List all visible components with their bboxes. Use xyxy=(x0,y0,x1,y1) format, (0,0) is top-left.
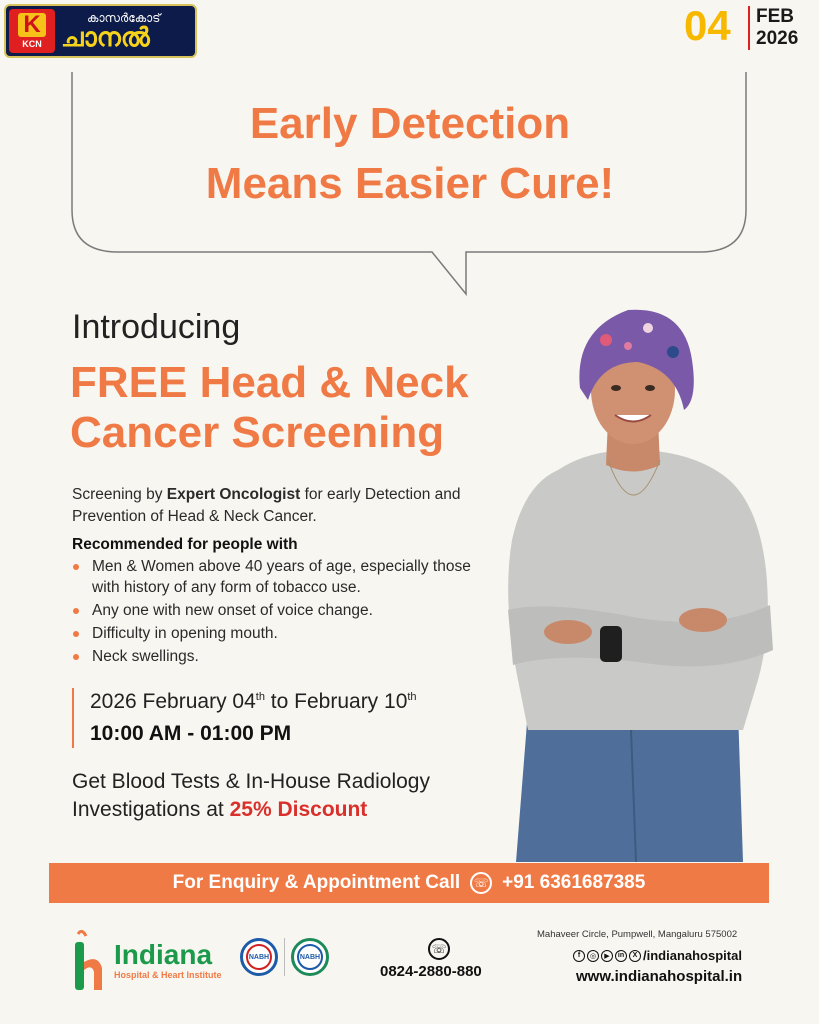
channel-name-line1: കാസർകോട് xyxy=(87,11,161,25)
nabh-divider xyxy=(284,938,285,976)
date-range-end: to February 10 xyxy=(264,690,408,713)
channel-name-line2: ചാനൽ xyxy=(61,22,150,52)
headline-line2: Means Easier Cure! xyxy=(205,159,615,208)
kcn-mark-letter: K xyxy=(18,13,45,37)
offer-line1: Get Blood Tests & In-House Radiology xyxy=(72,770,430,793)
discount-text: 25% Discount xyxy=(229,798,368,821)
recommended-heading: Recommended for people with xyxy=(72,536,298,553)
linkedin-icon[interactable]: in xyxy=(615,950,627,962)
hospital-subtitle: Hospital & Heart Institute xyxy=(114,970,222,980)
facebook-icon[interactable]: f xyxy=(573,950,585,962)
main-title-line1: FREE Head & Neck xyxy=(70,358,469,407)
instagram-icon[interactable]: ◎ xyxy=(587,950,599,962)
indiana-logo xyxy=(72,928,222,992)
x-icon[interactable]: X xyxy=(629,950,641,962)
time-range: 10:00 AM - 01:00 PM xyxy=(90,722,292,745)
enquiry-bar[interactable] xyxy=(49,863,769,903)
youtube-icon[interactable]: ▶ xyxy=(601,950,613,962)
nabh-badge-label: NABH xyxy=(246,944,272,970)
phone-icon: ☏ xyxy=(470,872,492,894)
list-item: Any one with new onset of voice change. xyxy=(72,600,502,621)
kcn-short: KCN xyxy=(22,39,42,49)
offer-line2 xyxy=(72,796,542,824)
landline-number[interactable]: 0824-2880-880 xyxy=(380,963,482,980)
channel-name xyxy=(61,12,160,50)
headline-line1: Early Detection xyxy=(249,99,571,148)
social-links[interactable] xyxy=(573,948,742,963)
date-year: 2026 xyxy=(756,28,799,49)
date-range xyxy=(90,690,417,714)
date-month-year xyxy=(756,6,798,50)
address: Mahaveer Circle, Pumpwell, Mangaluru 575002 xyxy=(537,929,738,940)
list-item: Neck swellings. xyxy=(72,646,502,667)
offer-text xyxy=(72,768,542,824)
social-handle[interactable]: /indianahospital xyxy=(643,948,742,963)
recommended-list xyxy=(72,556,502,669)
date-range-start: 2026 February 04 xyxy=(90,690,256,713)
main-title-line2: Cancer Screening xyxy=(70,408,445,457)
description-highlight: Expert Oncologist xyxy=(166,486,301,503)
enquiry-label: For Enquiry & Appointment Call xyxy=(172,872,461,893)
date-range-start-sup: th xyxy=(255,691,265,703)
enquiry-phone[interactable]: +91 6361687385 xyxy=(502,872,646,893)
list-item: Men & Women above 40 years of age, especially those with history of any form of tobacco use. xyxy=(72,556,502,598)
schedule-accent-bar xyxy=(72,688,74,748)
main-title xyxy=(70,358,540,458)
headline xyxy=(90,94,730,214)
nabh-badge-label: NABH xyxy=(297,944,323,970)
intro-label: Introducing xyxy=(72,308,241,346)
description-prefix: Screening by xyxy=(72,486,167,503)
phone-icon: ☏ xyxy=(428,938,450,960)
description xyxy=(72,484,492,528)
indiana-mark-icon xyxy=(72,928,108,992)
date-month: FEB xyxy=(756,6,794,27)
description-suffix: for early Detection and Prevention of Head & Neck Cancer. xyxy=(72,486,461,525)
date-day: 04 xyxy=(684,2,731,49)
date-separator xyxy=(748,6,750,50)
hospital-name: Indiana xyxy=(114,939,213,970)
watch-icon xyxy=(600,626,622,662)
list-item: Difficulty in opening mouth. xyxy=(72,623,502,644)
offer-line2-prefix: Investigations at xyxy=(72,798,230,821)
date-range-end-sup: th xyxy=(407,691,417,703)
nabh-badge-icon xyxy=(240,938,278,976)
website-link[interactable]: www.indianahospital.in xyxy=(576,968,743,985)
kcn-mark-icon xyxy=(9,9,55,53)
nabh-badge-icon xyxy=(291,938,329,976)
woman-photo xyxy=(488,300,788,862)
kcn-logo xyxy=(4,4,197,58)
